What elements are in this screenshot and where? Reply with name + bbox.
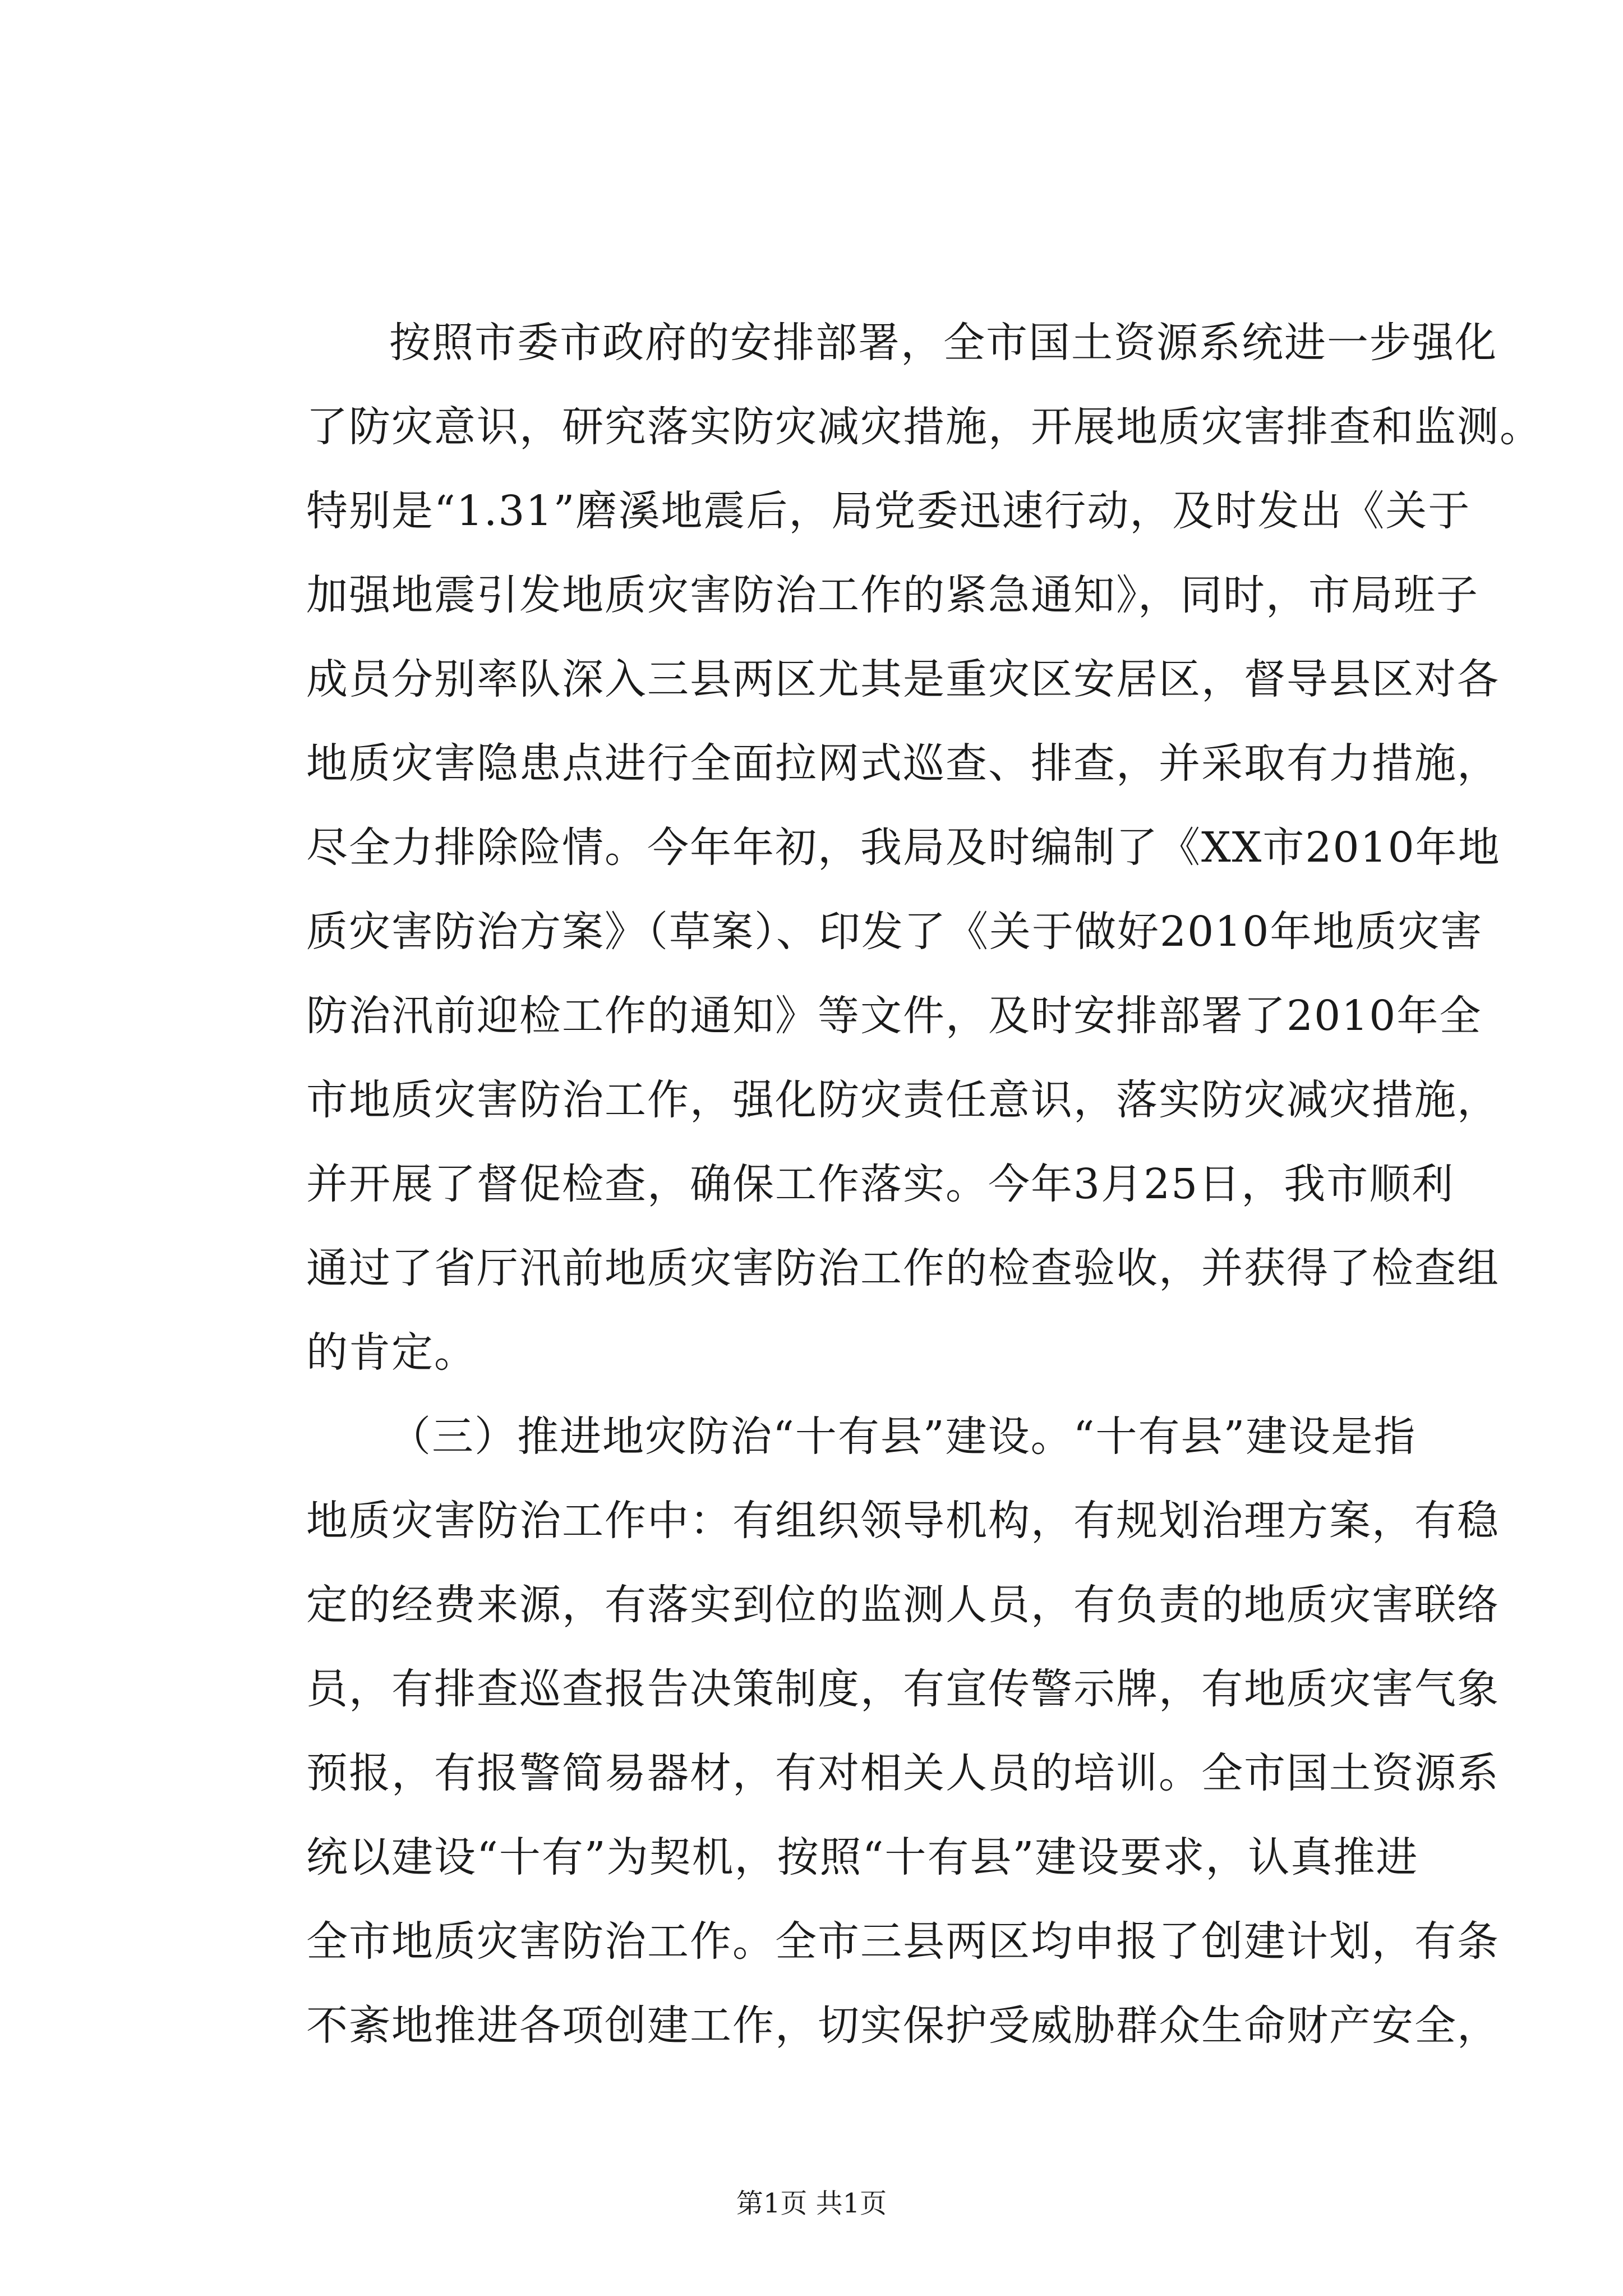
paragraph-1-line-2: 了防灾意识，研究落实防灾减灾措施，开展地质灾害排查和监测。 — [306, 403, 1542, 451]
paragraph-1-line-3: 特别是“1.31”磨溪地震后，局党委迅速行动，及时发出《关于 — [306, 487, 1471, 535]
page-footer: 第1页 共1页 — [736, 2188, 887, 2219]
paragraph-1-line-13: 的肯定。 — [306, 1328, 477, 1377]
paragraph-2-line-8: 不紊地推进各项创建工作，切实保护受威胁群众生命财产安全， — [306, 2001, 1500, 2050]
paragraph-1-line-8: 质灾害防治方案》（草案）、印发了《关于做好2010年地质灾害 — [306, 908, 1483, 956]
paragraph-2-line-4: 员，有排查巡查报告决策制度，有宣传警示牌，有地质灾害气象 — [306, 1665, 1500, 1713]
paragraph-1-line-7: 尽全力排除险情。今年年初，我局及时编制了《XX市2010年地 — [306, 823, 1501, 872]
document-body — [306, 301, 1542, 2068]
paragraph-1-line-4: 加强地震引发地质灾害防治工作的紧急通知》，同时，市局班子 — [306, 571, 1479, 619]
paragraph-2-line-2: 地质灾害防治工作中：有组织领导机构，有规划治理方案，有稳 — [306, 1497, 1500, 1545]
paragraph-1-line-9: 防治汛前迎检工作的通知》等文件，及时安排部署了2010年全 — [306, 992, 1482, 1040]
paragraph-1-line-10: 市地质灾害防治工作，强化防灾责任意识，落实防灾减灾措施， — [306, 1076, 1500, 1124]
paragraph-2-line-3: 定的经费来源，有落实到位的监测人员，有负责的地质灾害联络 — [306, 1581, 1500, 1629]
paragraph-2-line-7: 全市地质灾害防治工作。全市三县两区均申报了创建计划，有条 — [306, 1917, 1500, 1966]
paragraph-1-line-5: 成员分别率队深入三县两区尤其是重灾区安居区，督导县区对各 — [306, 655, 1500, 703]
paragraph-1-line-1: 按照市委市政府的安排部署，全市国土资源系统进一步强化 — [389, 319, 1497, 367]
paragraph-2-line-5: 预报，有报警简易器材，有对相关人员的培训。全市国土资源系 — [306, 1749, 1500, 1797]
paragraph-1-line-11: 并开展了督促检查，确保工作落实。今年3月25日，我市顺利 — [306, 1160, 1455, 1208]
paragraph-2-line-6: 统以建设“十有”为契机，按照“十有县”建设要求，认真推进 — [306, 1833, 1419, 1881]
paragraph-2-line-1: （三）推进地灾防治“十有县”建设。“十有县”建设是指 — [389, 1412, 1417, 1461]
paragraph-1-line-12: 通过了省厅汛前地质灾害防治工作的检查验收，并获得了检查组 — [306, 1244, 1500, 1292]
paragraph-1-line-6: 地质灾害隐患点进行全面拉网式巡查、排查，并采取有力措施， — [306, 739, 1500, 788]
